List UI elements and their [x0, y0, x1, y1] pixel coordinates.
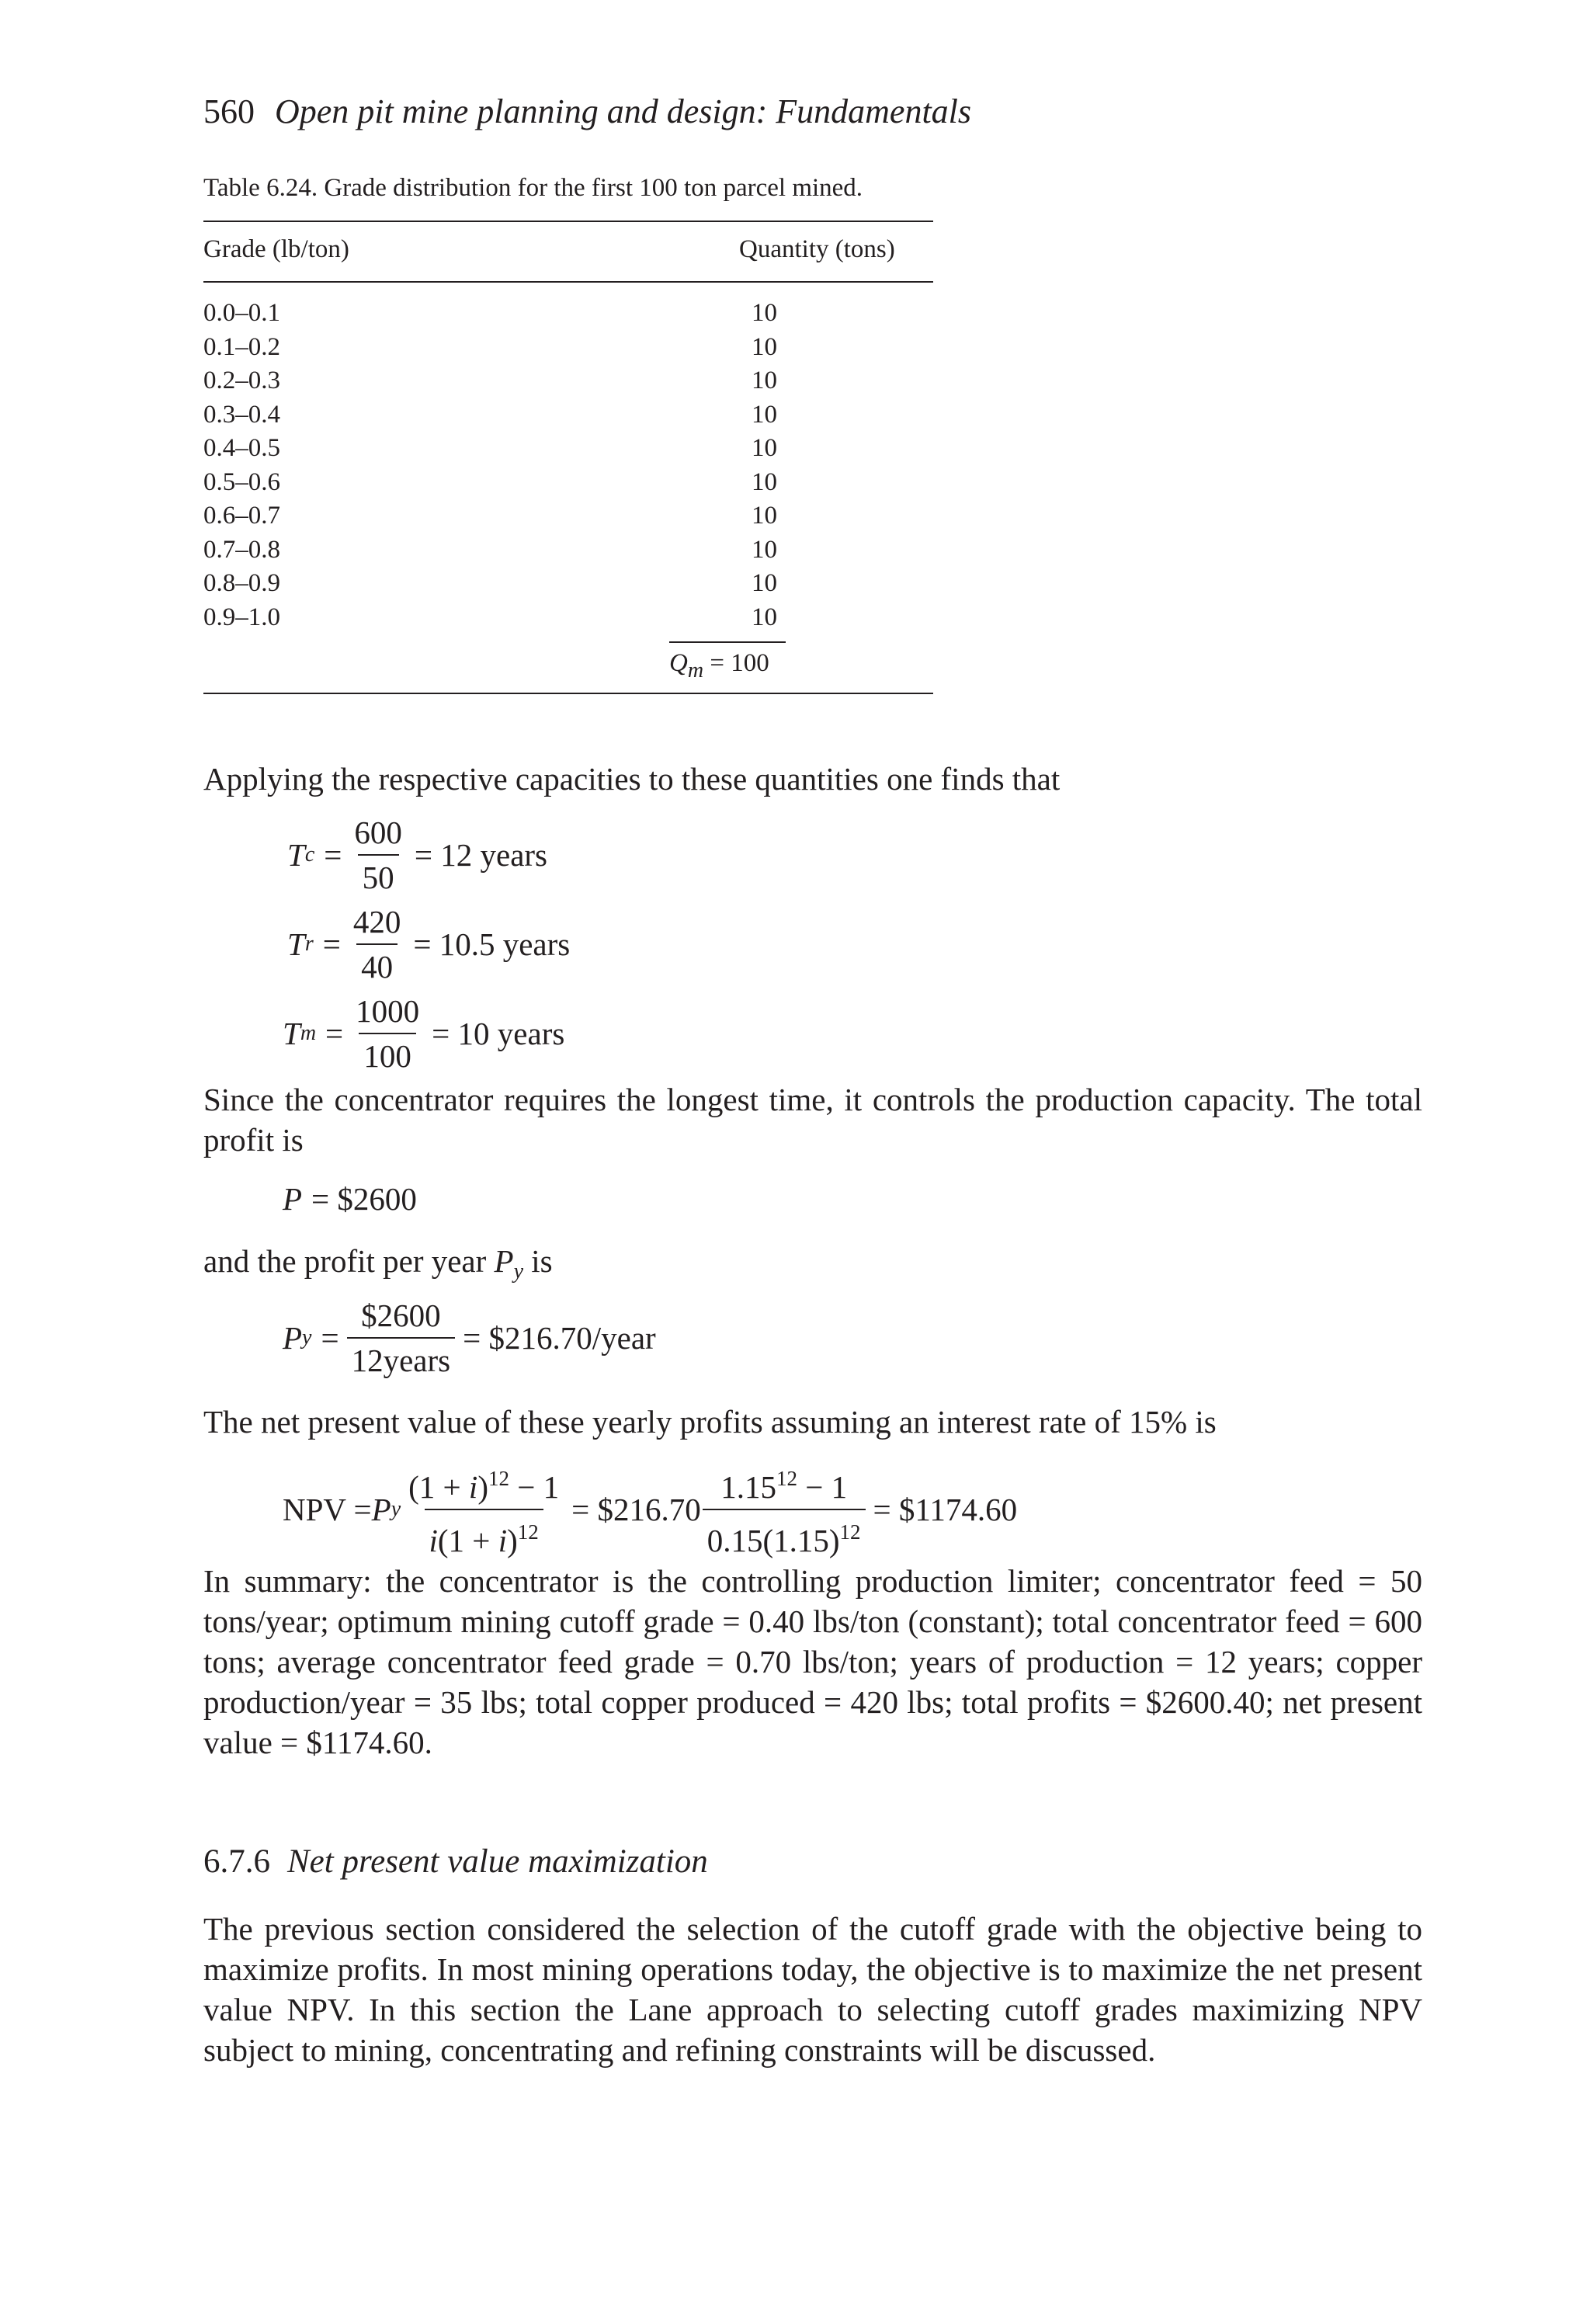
table-header-rule	[203, 281, 933, 283]
denominator: 50	[358, 854, 399, 896]
eq-subscript: y	[302, 1325, 312, 1350]
denominator: $i(1 + i)^{12}$	[425, 1509, 543, 1559]
numerator: 1000	[356, 993, 420, 1029]
fraction	[351, 992, 424, 1075]
numerator: $(1 + i)^{12} - 1$	[408, 1467, 560, 1505]
eq-result: = $2600	[311, 1181, 417, 1217]
fraction	[349, 903, 406, 985]
paragraph-text: and the profit per year	[203, 1243, 495, 1279]
fraction	[349, 814, 407, 896]
equation-total-profit	[283, 1180, 417, 1218]
table-row	[203, 432, 933, 466]
grade-cell: 0.6–0.7	[203, 502, 280, 530]
profit-per-year-paragraph	[203, 1241, 553, 1292]
eq-result: = 12 years	[414, 837, 548, 873]
grade-cell: 0.5–0.6	[203, 467, 280, 496]
exponent: 12	[488, 1467, 509, 1490]
running-header	[203, 92, 971, 131]
eq-subscript: m	[300, 1021, 317, 1045]
grade-cell: 0.3–0.4	[203, 400, 280, 429]
numerator: $1.15^{12} - 1$	[720, 1467, 848, 1505]
numerator: $2600	[361, 1297, 441, 1333]
table-row	[203, 499, 933, 533]
quantity-cell: 10	[752, 434, 777, 462]
table-top-rule	[203, 221, 933, 222]
table-row	[203, 398, 933, 432]
table-body	[203, 297, 933, 634]
eq-symbol: P	[283, 1320, 303, 1356]
table-row	[203, 533, 933, 568]
exponent: 12	[776, 1467, 797, 1490]
total-sum-rule	[669, 641, 786, 643]
fraction	[404, 1460, 564, 1559]
grade-cell: 0.1–0.2	[203, 332, 280, 361]
eq-subscript: c	[304, 842, 315, 867]
eq-lhs: NPV =	[283, 1492, 372, 1527]
page-number: 560	[203, 92, 255, 130]
grade-cell: 0.7–0.8	[203, 535, 280, 564]
section-title: Net present value maximization	[287, 1843, 708, 1880]
table-header-quantity: Quantity (tons)	[739, 235, 895, 263]
base: 0.15(1.15)	[706, 1523, 840, 1558]
equation-tm: T m = $\frac{1000}{100}$ = 10 years	[283, 993, 565, 1074]
quantity-cell: 10	[752, 467, 777, 496]
grade-cell: 0.0–0.1	[203, 299, 280, 327]
paragraph-text: is	[523, 1243, 553, 1279]
eq-symbol: P	[283, 1181, 303, 1217]
quantity-cell: 10	[752, 400, 777, 429]
grade-cell: 0.8–0.9	[203, 569, 280, 597]
npv-intro-paragraph: The net present value of these yearly profits assuming an interest rate of 15% is	[203, 1404, 1217, 1440]
total-value: = 100	[703, 649, 769, 677]
book-title: Open pit mine planning and design: Fundamentals	[275, 92, 972, 130]
intro-paragraph: Applying the respective capacities to these quantities one finds that	[203, 761, 1061, 797]
table-row	[203, 297, 933, 331]
quantity-cell: 10	[752, 332, 777, 361]
quantity-cell: 10	[752, 603, 777, 631]
table-row	[203, 567, 933, 601]
total-subscript: m	[687, 658, 704, 683]
table-row	[203, 364, 933, 398]
eq-result: = $216.70/year	[463, 1320, 656, 1356]
table-row	[203, 466, 933, 500]
eq-result: = $1174.60	[873, 1492, 1018, 1527]
exponent: 12	[517, 1520, 539, 1544]
denominator: 12years	[347, 1337, 456, 1379]
eq-result: = 10 years	[432, 1016, 565, 1051]
section-number: 6.7.6	[203, 1843, 270, 1880]
denominator: 40	[356, 943, 398, 985]
quantity-cell: 10	[752, 366, 777, 394]
equation-tc: T c = $\frac{600}{50}$ = 12 years	[287, 815, 548, 895]
eq-symbol: T	[287, 837, 305, 873]
npv-maximization-paragraph: The previous section considered the selection of the cutoff grade with the objective being to maximize profits. In most mining operations today, the objective is to maximize the net present value NPV. In this section the Lane approach to selecting cutoff grades maximizing NPV subject to mining, concentrating and refining constraints will be discussed.	[203, 1911, 1422, 2068]
eq-subscript: y	[391, 1497, 401, 1521]
equation-tr: T r = $\frac{420}{40}$ = 10.5 years	[287, 904, 571, 985]
table-row	[203, 601, 933, 635]
concentrator-paragraph: Since the concentrator requires the longest time, it controls the production capacity. The total profit is	[203, 1082, 1422, 1158]
quantity-cell: 10	[752, 299, 777, 327]
quantity-cell: 10	[752, 535, 777, 564]
table-caption: Table 6.24. Grade distribution for the first 100 ton parcel mined.	[203, 174, 863, 202]
section-heading	[203, 1843, 708, 1881]
grade-cell: 0.2–0.3	[203, 366, 280, 394]
fraction	[347, 1297, 456, 1379]
exponent: 12	[839, 1520, 861, 1544]
numerator: 600	[354, 815, 402, 850]
table-row	[203, 331, 933, 365]
eq-symbol: T	[287, 926, 305, 962]
quantity-cell: 10	[752, 569, 777, 597]
eq-symbol: P	[371, 1492, 391, 1527]
table-bottom-rule	[203, 693, 933, 694]
table-total	[669, 649, 769, 683]
denominator	[703, 1509, 866, 1559]
quantity-cell: 10	[752, 502, 777, 530]
eq-mid: = $216.70	[571, 1492, 701, 1527]
inline-symbol: P	[494, 1243, 514, 1279]
equation-py: P y = $\frac{\$2600}{\text{12years}}$ = $216.70/year	[283, 1297, 656, 1378]
eq-subscript: r	[304, 932, 314, 956]
inline-subscript: y	[513, 1259, 524, 1284]
total-symbol: Q	[669, 649, 688, 677]
grade-cell: 0.9–1.0	[203, 603, 280, 631]
base: 1.15	[720, 1469, 776, 1505]
grade-cell: 0.4–0.5	[203, 434, 280, 462]
equation-npv	[283, 1460, 1017, 1559]
table-header-grade: Grade (lb/ton)	[203, 235, 349, 263]
denominator: 100	[359, 1033, 416, 1075]
summary-paragraph: In summary: the concentrator is the controlling production limiter; concentrator feed = 50 tons/year; optimum mining cutoff grade = 0.40 lbs/ton (constant); total concentrator feed = 600 tons; average concentrator feed grade = 0.70 lbs/ton; years of production = 12 years; copper production/year = 35 lbs; total copper produced = 420 lbs; total profits = $2600.40; net present value = $1174.60.	[203, 1563, 1422, 1760]
fraction	[703, 1460, 866, 1559]
eq-symbol: T	[283, 1016, 300, 1051]
eq-result: = 10.5 years	[413, 926, 571, 962]
numerator: 420	[352, 904, 401, 940]
